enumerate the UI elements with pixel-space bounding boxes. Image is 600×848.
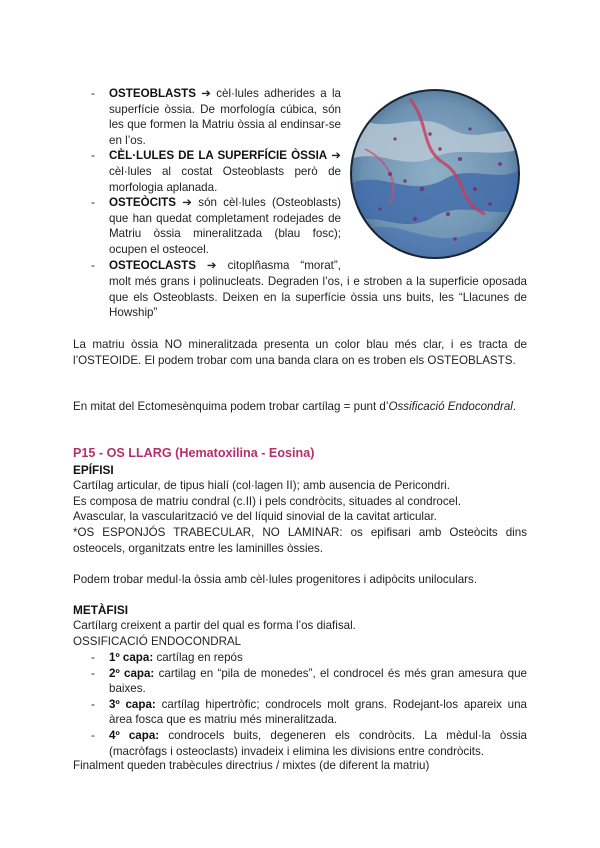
list-item-capa-4: - 4º capa: condrocels buits, degeneren els condròcits. La mèdul·la òssia (macròfags i osteoclasts) invadeix i elimina les divisions entre condròcits. (91, 728, 527, 758)
list-item-capa-1: - 1º capa: cartílag en repós (91, 651, 243, 664)
top-bullet-list (91, 86, 341, 273)
section-title-p15: P15 - OS LLARG (Hematoxilina - Eosina) (73, 446, 315, 460)
heading-epifisi: EPÍFISI (73, 463, 114, 477)
list-item-surface-cells: - CÈL·LULES DE LA SUPERFÍCIE ÒSSIA ➔ cèl·lules al costat Osteoblasts però de morfologia aplanada. (91, 149, 341, 194)
list-item-capa-3: - 3º capa: cartílag hipertròfic; condrocels molt grans. Rodejant-los apareix una àrea fosca que es matriu més mineralitzada. (91, 697, 527, 727)
list-item-osteoblasts: - OSTEOBLASTS ➔ cèl·lules adherides a la superfície òssia. De morfología cúbica, són les que formen la Matriu òssia al endinsar-se en l’os. (91, 87, 341, 147)
epifisi-note: *OS ESPONJÓS TRABECULAR, NO LAMINAR: os epifisari amb Osteòcits dins osteocels, organitzats entre les laminilles òssies. (73, 526, 527, 555)
arrow-icon: ➔ (201, 87, 211, 100)
list-item-osteoclasts: - OSTEOCLASTS ➔ citoplñasma “morat”, (91, 258, 341, 272)
metafisi-line-1: Cartílarg creixent a partir del qual es forma l’os diafisal. (73, 619, 356, 632)
list-item-capa-2: - 2º capa: cartilag en “pila de monedes”, el condrocel és més gran amesura que baixes. (91, 666, 527, 696)
epifisi-paragraph: Podem trobar medul·la òssia amb cèl·lules progenitores i adipòcits uniloculars. (73, 573, 478, 586)
metafisi-line-2: OSSIFICACIÓ ENDOCONDRAL (73, 635, 242, 648)
osteoide-paragraph: La matriu òssia NO mineralitzada presenta un color blau més clar, i es tracta de l’OSTEOIDE. El podem trobar com una banda clara on es troben els OSTEOBLASTS. (73, 338, 527, 367)
osteoclasts-continuation: molt més grans i polinucleats. Degraden l’os, i e stroben a la superficie oposada que els Osteoblasts. Deixen en la superfície òssia uns buits, les “Llacunes de Howship” (109, 275, 527, 320)
epifisi-line-2: Es composa de matriu condral (c.II) i pels condròcits, situades al condrocel. (73, 495, 461, 508)
arrow-icon: ➔ (331, 149, 341, 163)
heading-metafisi: METÀFISI (73, 603, 129, 617)
microscopy-image (350, 89, 520, 259)
arrow-icon: ➔ (182, 196, 192, 210)
epifisi-line-1: Cartílag articular, de tipus hialí (col·lagen II); amb ausencia de Pericondri. (73, 479, 450, 492)
metafisi-final: Finalment queden trabècules directrius / mixtes (de diferent la matriu) (73, 759, 430, 772)
epifisi-line-3: Avascular, la vascularització ve del líquid sinovial de la cavitat articular. (73, 510, 437, 523)
arrow-icon: ➔ (206, 258, 217, 272)
list-item-osteocits: - OSTEÒCITS ➔ són cèl·lules (Osteoblasts) que han quedat completament rodejades de Matriu òssia mineralitzada (blau fosc); ocupen el osteocel. (91, 196, 341, 256)
ectomesenquima-paragraph: En mitat del Ectomesènquima podem trobar cartílag = punt d’Ossificació Endocondral. (73, 400, 517, 413)
capes-list (91, 650, 527, 759)
